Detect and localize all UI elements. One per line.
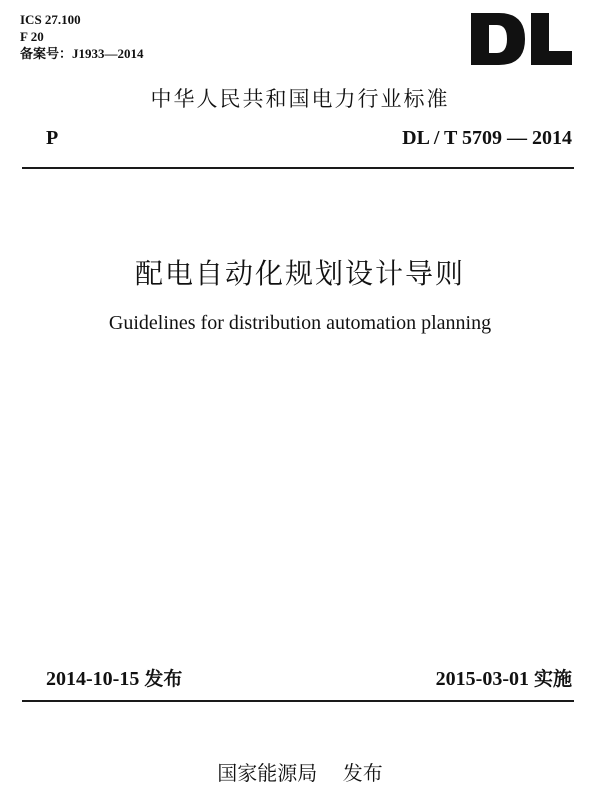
top-divider bbox=[22, 167, 574, 169]
dl-logo bbox=[469, 11, 574, 67]
bottom-divider bbox=[22, 700, 574, 702]
publisher-name: 国家能源局 bbox=[217, 761, 318, 785]
effective-date: 2015-03-01 bbox=[435, 668, 529, 690]
ics-code: ICS 27.100 bbox=[20, 12, 81, 27]
issue-label: 发布 bbox=[144, 668, 183, 690]
publisher-line bbox=[0, 759, 600, 787]
document-title-english: Guidelines for distribution automation planning bbox=[108, 312, 492, 334]
dl-logo-l-shape bbox=[531, 13, 572, 65]
document-title-chinese: 配电自动化规划设计导则 bbox=[134, 257, 465, 290]
classification-code: F 20 bbox=[20, 29, 44, 44]
industry-standard-heading: 中华人民共和国电力行业标准 bbox=[150, 87, 450, 111]
standard-number: DL / T 5709 — 2014 bbox=[402, 127, 572, 149]
effective-label: 实施 bbox=[533, 668, 572, 690]
dl-logo-d-shape bbox=[471, 13, 525, 65]
record-number: 备案号：J1933—2014 bbox=[20, 46, 144, 61]
effective-date-line bbox=[436, 666, 572, 692]
publisher-action: 发布 bbox=[342, 761, 383, 785]
issue-date-line bbox=[46, 666, 182, 692]
issue-date: 2014-10-15 bbox=[46, 668, 140, 690]
category-letter: P bbox=[46, 127, 59, 149]
